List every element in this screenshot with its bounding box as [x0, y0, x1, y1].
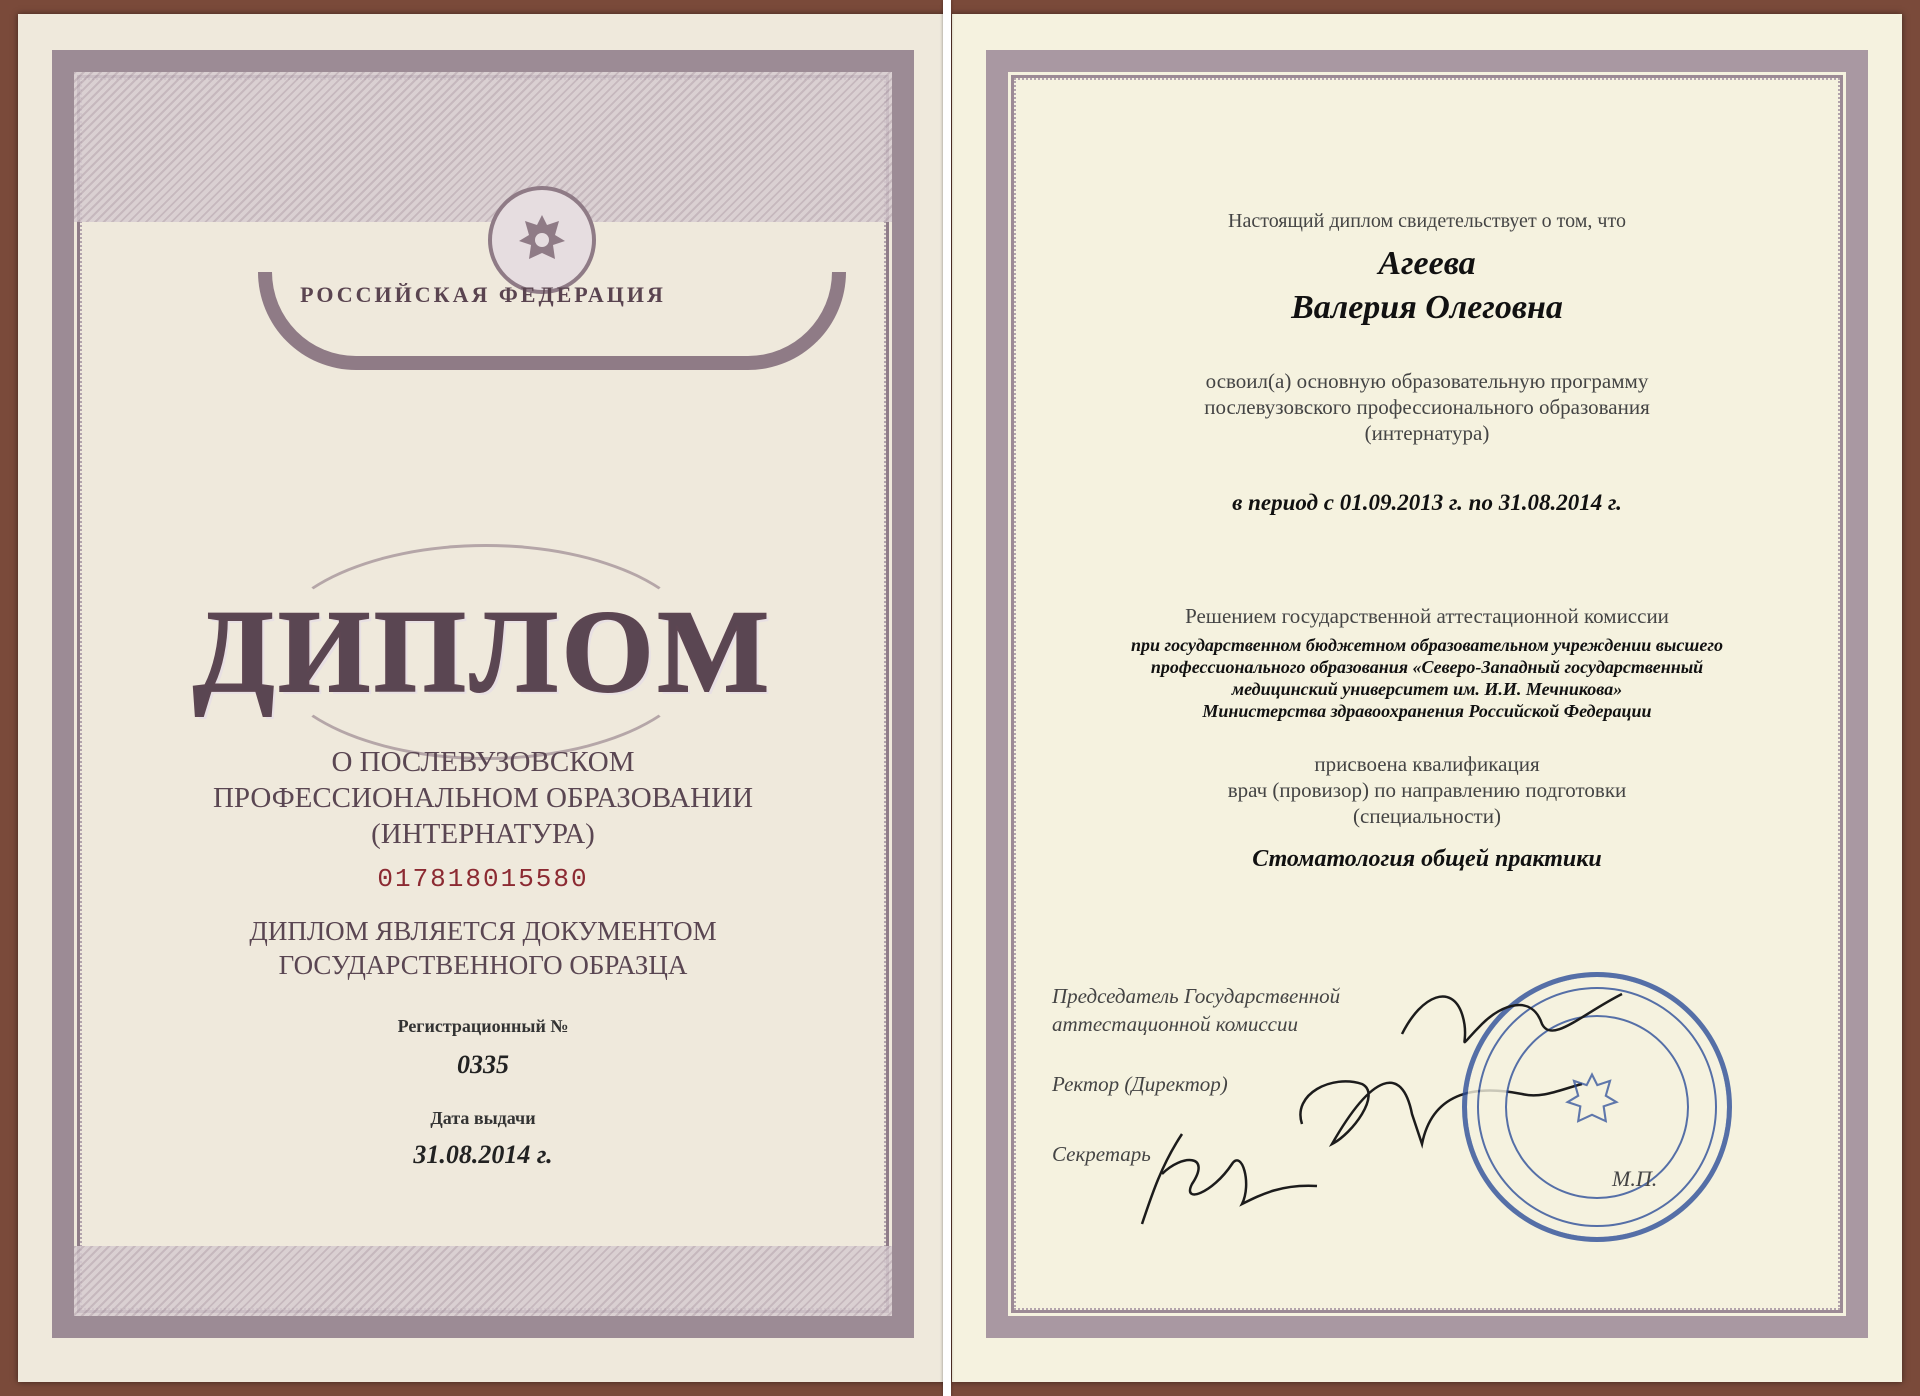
- state-document-notice: [18, 914, 948, 982]
- qualification-text: [952, 751, 1902, 829]
- seal-mark: М.П.: [1612, 1166, 1658, 1191]
- subtitle-line: (ИНТЕРНАТУРА): [371, 818, 595, 850]
- institution-line: Министерства здравоохранения Российской Федерации: [1202, 701, 1652, 721]
- qualification-line: присвоена квалификация: [1314, 752, 1540, 776]
- chairman-line: аттестационной комиссии: [1052, 1012, 1298, 1036]
- secretary-signature-label: Секретарь: [1052, 1142, 1151, 1166]
- diploma-left-page: [18, 14, 948, 1382]
- specialty: Стоматология общей практики: [1252, 846, 1602, 872]
- coat-of-arms-icon: [488, 186, 596, 294]
- chairman-line: Председатель Государственной: [1052, 984, 1341, 1008]
- institution-line: профессионального образования «Северо-Западный государственный: [1150, 657, 1704, 677]
- ribbon-text: РОССИЙСКАЯ ФЕДЕРАЦИЯ: [300, 282, 666, 307]
- binding-thread: [943, 0, 951, 1396]
- subtitle-line: О ПОСЛЕВУЗОВСКОМ: [331, 746, 635, 778]
- registration-label: Регистрационный №: [397, 1016, 569, 1036]
- registration-number: 0335: [457, 1050, 509, 1079]
- program-description: [952, 368, 1902, 446]
- chairman-signature: [1392, 974, 1632, 1074]
- notice-line: ДИПЛОМ ЯВЛЯЕТСЯ ДОКУМЕНТОМ: [249, 916, 717, 946]
- program-line: (интернатура): [1364, 421, 1490, 445]
- issue-date-label: Дата выдачи: [430, 1108, 536, 1128]
- qualification-line: (специальности): [1353, 804, 1501, 828]
- institution-line: медицинский университет им. И.И. Мечникова»: [1231, 679, 1623, 699]
- certification-intro: Настоящий диплом свидетельствует о том, что: [1228, 210, 1626, 232]
- graduate-surname: Агеева: [1378, 245, 1476, 282]
- commission-decision: Решением государственной аттестационной комиссии: [1185, 604, 1669, 628]
- graduate-name: [952, 242, 1902, 330]
- subtitle-line: ПРОФЕССИОНАЛЬНОМ ОБРАЗОВАНИИ: [212, 782, 754, 814]
- institution-line: при государственном бюджетном образовательном учреждении высшего: [1131, 635, 1723, 655]
- rector-signature-label: Ректор (Директор): [1052, 1072, 1228, 1096]
- institution-name: [952, 634, 1902, 722]
- chairman-signature-label: [1052, 982, 1340, 1038]
- diploma-title: ДИПЛОМ: [193, 586, 773, 717]
- guilloche-band-top: [74, 72, 892, 222]
- seal-eagle-icon: [1557, 1066, 1627, 1136]
- qualification-line: врач (провизор) по направлению подготовки: [1227, 778, 1627, 802]
- graduate-given-names: Валерия Олеговна: [1291, 289, 1563, 326]
- study-period: в период с 01.09.2013 г. по 31.08.2014 г.: [1232, 490, 1622, 515]
- diploma-right-page: [952, 14, 1902, 1382]
- program-line: освоил(а) основную образовательную программу: [1205, 369, 1649, 393]
- serial-number: 017818015580: [377, 864, 589, 894]
- program-line: послевузовского профессионального образования: [1204, 395, 1650, 419]
- issue-date: 31.08.2014 г.: [413, 1140, 553, 1169]
- notice-line: ГОСУДАРСТВЕННОГО ОБРАЗЦА: [278, 950, 688, 980]
- diploma-subtitle: [18, 744, 948, 852]
- guilloche-band-bottom: [74, 1246, 892, 1316]
